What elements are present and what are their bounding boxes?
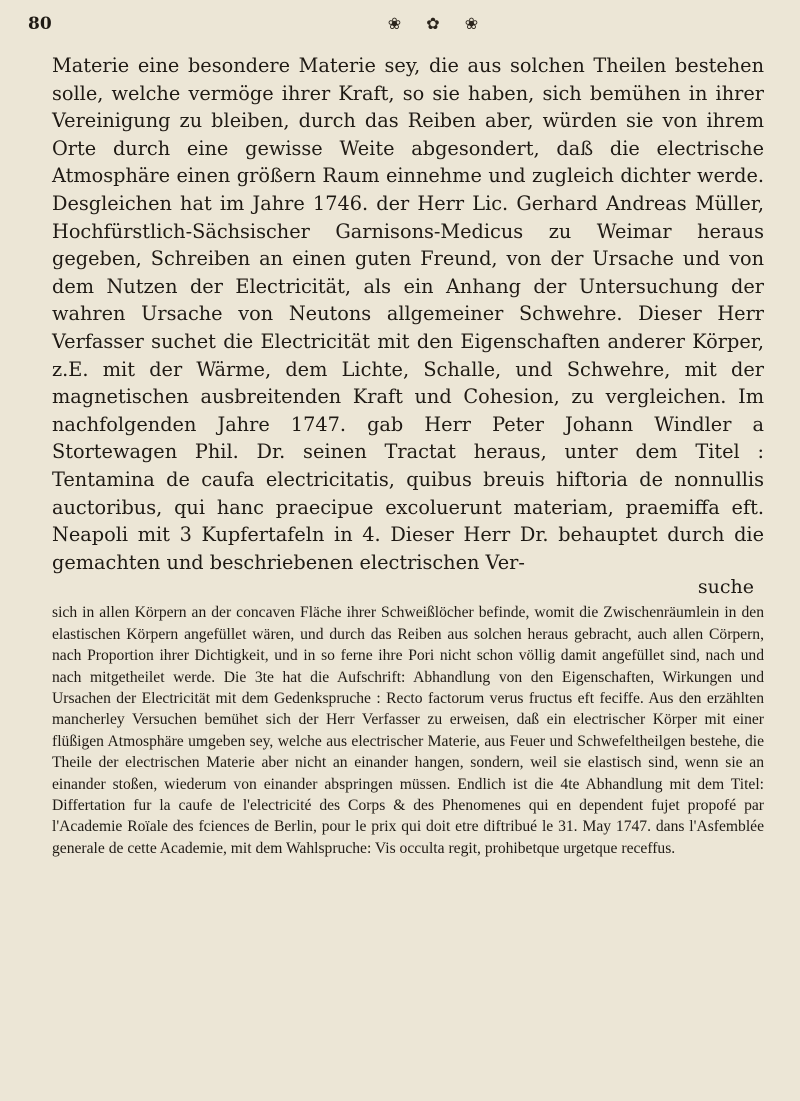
footnote-paragraph: sich in allen Körpern an der concaven Fläche ihrer Schweißlöcher befinde, womit die Zwischenräumlein in den elastischen Körpern angefüllet wären, und durch das Reiben aus solchen heraus gebracht, auch allen Cörpern, nach Proportion ihrer Dichtigkeit, und in so ferne ihre Pori nicht schon völlig damit angefüllet sind, nach und nach mitgetheilet werde. Die 3te hat die Aufschrift: Abhandlung von den Eigenschaften, Wirkungen und Ursachen der Electricität mit dem Gedenkspruche : Recto factorum verus fructus eft feciffe. Aus den erzählten mancherley Versuchen bemühet sich der Herr Verfasser zu erweisen, daß ein electrischer Körper mit einer flüßigen Atmosphäre umgeben sey, welche aus electrischer Materie, aus Feuer und Schwefeltheilgen bestehe, die Theile der electrischen Materie aber nicht an einander hangen, sondern, weil sie elastisch sind, wenn sie an einander stoßen, wiederum von einander abspringen müssen. Endlich ist die 4te Abhandlung mit dem Titel: Differtation fur la caufe de l'electricité des Corps & des Phenomenes qui en dependent fujet propofé par l'Academie Roïale des fciences de Berlin, pour le prix qui doit etre diftribué le 31. May 1747. dans l'Asfemblée generale de cette Academie, mit dem Wahlspruche: Vis occulta regit, prohibetque urgetque receffus. — [52, 604, 764, 857]
catchword: suche — [697, 576, 754, 599]
page-body — [52, 52, 764, 859]
page-header — [28, 14, 772, 40]
main-paragraph: Materie eine besondere Materie sey, die aus solchen Theilen bestehen solle, welche vermöge ihrer Kraft, so sie haben, sich bemühen in ihrer Vereinigung zu bleiben, durch das Reiben aber, würden sie von ihrem Orte durch eine gewisse Weite abgesondert, daß die electrische Atmosphäre einen größern Raum einnehme und zugleich dichter werde. Desgleichen hat im Jahre 1746. der Herr Lic. Gerhard Andreas Müller, Hochfürstlich-Sächsischer Garnisons-Medicus zu Weimar heraus gegeben, Schreiben an einen guten Freund, von der Ursache und von dem Nutzen der Electricität, als ein Anhang der Untersuchung der wahren Ursache von Neutons allgemeiner Schwehre. Dieser Herr Verfasser suchet die Electricität mit den Eigenschaften anderer Körper, z.E. mit der Wärme, dem Lichte, Schalle, und Schwehre, mit der magnetischen ausbreitenden Kraft und Cohesion, zu vergleichen. Im nachfolgenden Jahre 1747. gab Herr Peter Johann Windler a Stortewagen Phil. Dr. seinen Tractat heraus, unter dem Titel : Tentamina de caufa electricitatis, quibus breuis hiftoria de nonnullis auctoribus, qui hanc praecipue excoluerunt materiam, praemiffa eft. Neapoli mit 3 Kupfertafeln in 4. Dieser Herr Dr. behauptet durch die gemachten und beschriebenen electrischen Ver- — [52, 54, 764, 574]
page-number: 80 — [28, 14, 52, 34]
header-ornament: ❀ ✿ ❀ — [387, 14, 489, 33]
